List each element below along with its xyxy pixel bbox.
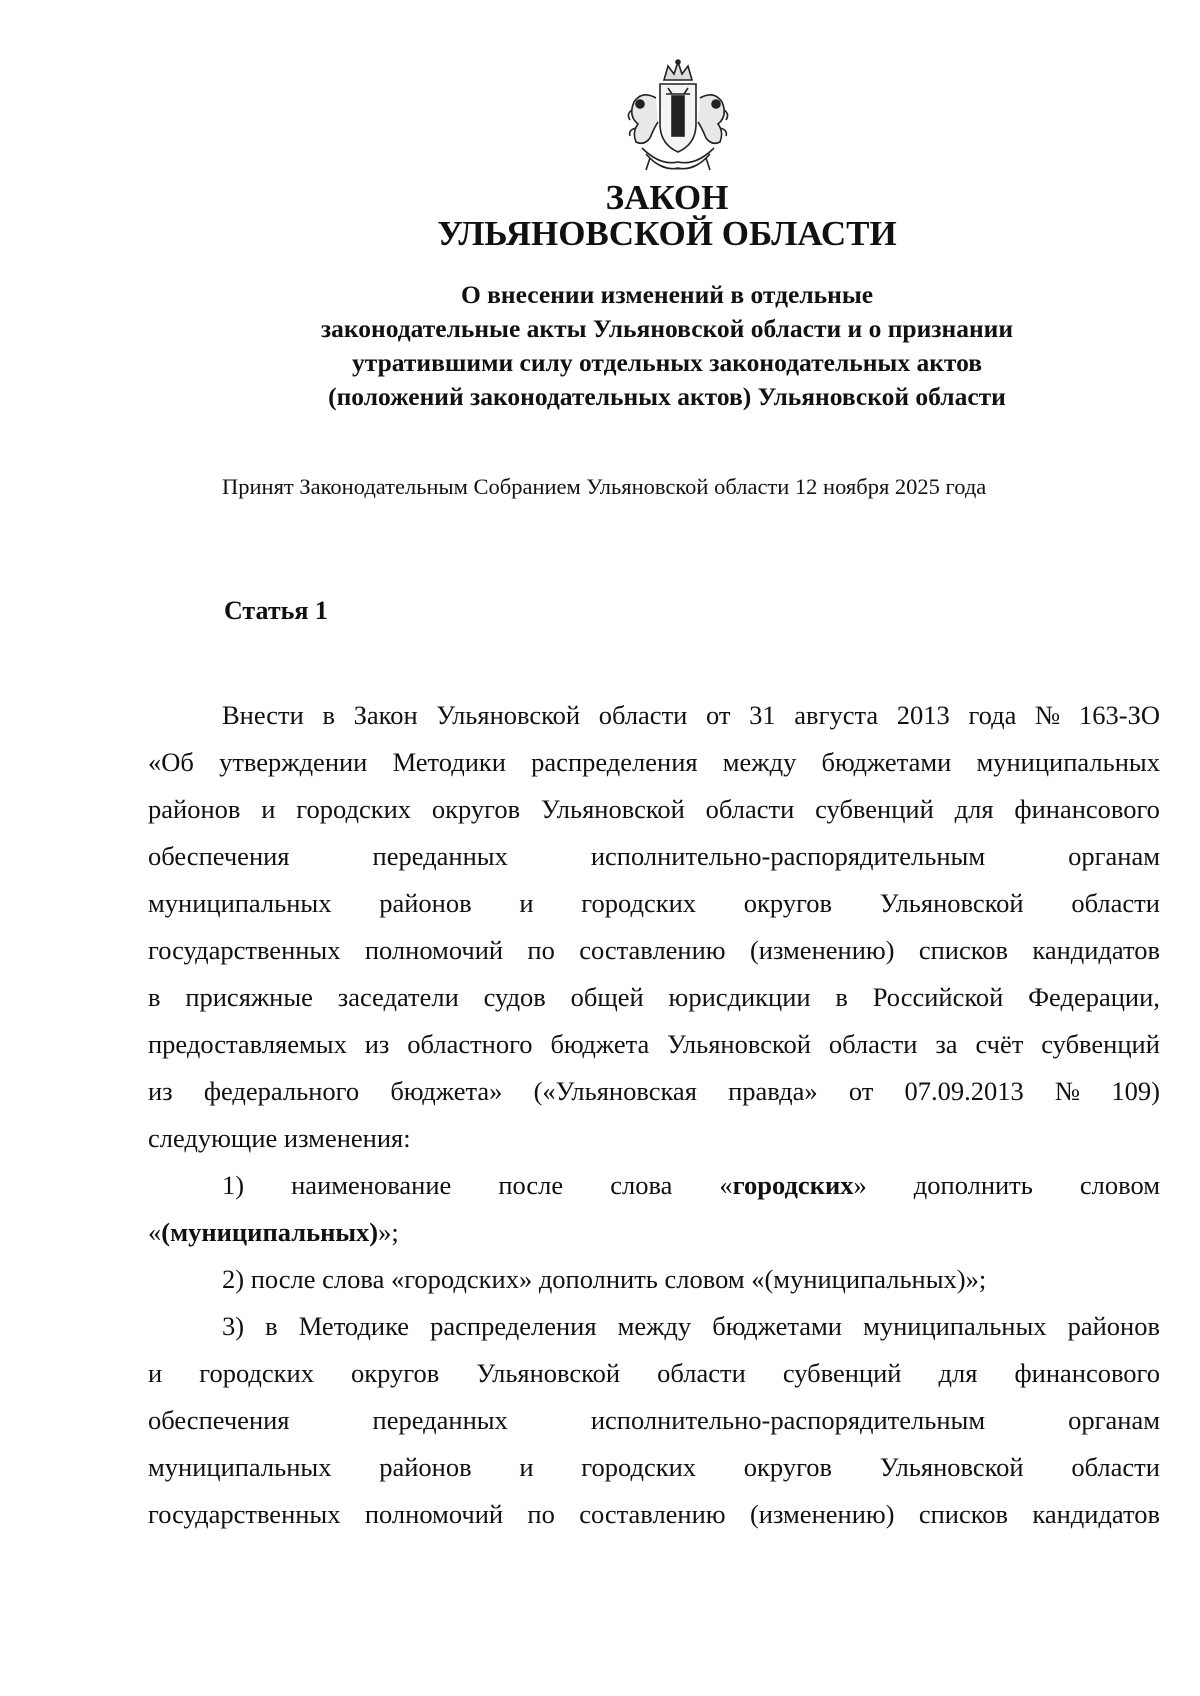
word: районов <box>1067 1311 1160 1341</box>
word: 07.09.2013 <box>904 1076 1024 1106</box>
word: субвенций <box>815 794 934 824</box>
word: из <box>364 1029 390 1059</box>
word: городских <box>581 1452 697 1482</box>
word: области <box>1071 1452 1160 1482</box>
subject-line: О внесении изменений в отдельные <box>460 280 874 309</box>
word: в <box>148 982 161 1012</box>
word: от <box>848 1076 874 1106</box>
subject-line: утратившими силу отдельных законодательных актов <box>352 348 982 377</box>
word: округов <box>743 1452 833 1482</box>
word: переданных <box>372 1405 508 1435</box>
word: составлению <box>579 1499 726 1529</box>
law-type-title: ЗАКОН <box>605 178 729 217</box>
paragraph-line <box>148 839 1160 873</box>
word: (изменению) <box>749 935 895 965</box>
word: заседатели <box>337 982 459 1012</box>
word: муниципальных <box>976 747 1160 777</box>
word: кандидатов <box>1032 1499 1160 1529</box>
subject-line: (положений законодательных актов) Ульяновской области <box>328 382 1006 411</box>
paragraph-line: следующие изменения: <box>148 1123 411 1153</box>
word: области <box>1071 888 1160 918</box>
list-item-2: 2) после слова «городских» дополнить словом «(муниципальных)»; <box>222 1264 987 1294</box>
paragraph-line <box>148 933 1160 967</box>
word: «Об <box>148 747 194 777</box>
word: по <box>527 935 555 965</box>
word: исполнительно-распорядительным <box>590 841 986 871</box>
word: муниципальных <box>863 1311 1047 1341</box>
word: утверждении <box>219 747 368 777</box>
word: по <box>527 1499 555 1529</box>
word: № <box>1035 700 1061 730</box>
paragraph-line <box>148 980 1160 1014</box>
word: юрисдикции <box>668 982 811 1012</box>
word: субвенций <box>1041 1029 1160 1059</box>
word: полномочий <box>364 1499 504 1529</box>
word: обеспечения <box>148 841 290 871</box>
list-item-1: 1) наименование после слова «городских» дополнить словом <box>222 1170 1160 1200</box>
word: 31 <box>749 700 776 730</box>
word: Ульяновской <box>879 888 1024 918</box>
word: федерального <box>203 1076 360 1106</box>
word: городских <box>199 1358 314 1388</box>
word: распределения <box>531 747 698 777</box>
word: муниципальных <box>148 888 332 918</box>
paragraph-line <box>148 1074 1160 1108</box>
word: счёт <box>975 1029 1024 1059</box>
word: обеспечения <box>148 1405 290 1435</box>
word: и <box>519 888 534 918</box>
subject-line: законодательные акты Ульяновской области и о признании <box>320 314 1014 343</box>
word: органам <box>1068 1405 1160 1435</box>
paragraph-line <box>148 886 1160 920</box>
word: 109) <box>1111 1076 1160 1106</box>
word: Российской <box>872 982 1004 1012</box>
word: Внести <box>222 700 304 730</box>
word: между <box>722 747 797 777</box>
word: области <box>598 700 688 730</box>
word: муниципальных <box>148 1452 332 1482</box>
word: списков <box>918 1499 1009 1529</box>
region-title: УЛЬЯНОВСКОЙ ОБЛАСТИ <box>437 214 897 253</box>
word: Ульяновской <box>879 1452 1024 1482</box>
word: и <box>148 1358 163 1388</box>
word: в <box>322 700 335 730</box>
word: Ульяновской <box>541 794 685 824</box>
word: области <box>828 1029 918 1059</box>
word: исполнительно-распорядительным <box>590 1405 986 1435</box>
word: для <box>954 794 994 824</box>
word: Ульяновской <box>436 700 581 730</box>
word: районов <box>379 888 472 918</box>
list-item-3-line <box>148 1403 1160 1437</box>
word: Ульяновской <box>667 1029 811 1059</box>
word: переданных <box>372 841 508 871</box>
word: районов <box>148 794 241 824</box>
word: бюджетами <box>821 747 952 777</box>
word: областного <box>407 1029 533 1059</box>
word: бюджетами <box>712 1311 842 1341</box>
paragraph-line <box>148 792 1160 826</box>
coat-of-arms-emblem <box>620 58 736 176</box>
word: списков <box>918 935 1009 965</box>
list-item-3-line <box>148 1309 1160 1343</box>
word: Методике <box>298 1311 410 1341</box>
word: между <box>617 1311 692 1341</box>
word: предоставляемых <box>148 1029 347 1059</box>
word: субвенций <box>782 1358 902 1388</box>
word: общей <box>570 982 644 1012</box>
word: органам <box>1068 841 1160 871</box>
article-heading: Статья 1 <box>224 596 328 625</box>
word: для <box>938 1358 978 1388</box>
word: № <box>1054 1076 1081 1106</box>
word: финансового <box>1014 794 1160 824</box>
word: бюджета <box>550 1029 650 1059</box>
word: распределения <box>430 1311 597 1341</box>
word: («Ульяновская <box>533 1076 697 1106</box>
word: государственных <box>148 935 341 965</box>
word: в <box>265 1311 278 1341</box>
paragraph-line <box>148 1027 1160 1061</box>
word: 3) <box>222 1311 245 1341</box>
word: округов <box>431 794 521 824</box>
word: составлению <box>579 935 726 965</box>
word: от <box>706 700 731 730</box>
word: Закон <box>353 700 418 730</box>
word: полномочий <box>364 935 504 965</box>
word: кандидатов <box>1032 935 1160 965</box>
word: присяжные <box>185 982 313 1012</box>
word: августа <box>794 700 879 730</box>
word: за <box>935 1029 958 1059</box>
word: государственных <box>148 1499 341 1529</box>
word: городских <box>581 888 697 918</box>
word: округов <box>743 888 833 918</box>
word: судов <box>483 982 546 1012</box>
list-item-3-line <box>148 1450 1160 1484</box>
paragraph-line <box>148 698 1160 732</box>
word: Ульяновской <box>476 1358 621 1388</box>
word: округов <box>351 1358 440 1388</box>
word: области <box>705 794 795 824</box>
word: и <box>261 794 276 824</box>
word: года <box>968 700 1017 730</box>
quoted-word: «городских» <box>719 1170 867 1200</box>
list-item-3-line <box>148 1497 1160 1531</box>
word: правда» <box>728 1076 818 1106</box>
word: (изменению) <box>749 1499 895 1529</box>
word: в <box>835 982 848 1012</box>
word: районов <box>379 1452 472 1482</box>
list-item-3-line <box>148 1356 1160 1390</box>
word: городских <box>296 794 412 824</box>
word: и <box>519 1452 534 1482</box>
word: из <box>148 1076 173 1106</box>
word: 2013 <box>896 700 950 730</box>
word: бюджета» <box>390 1076 503 1106</box>
word: Федерации, <box>1028 982 1160 1012</box>
law-subject <box>0 278 1200 414</box>
adoption-statement: Принят Законодательным Собранием Ульяновской области 12 ноября 2025 года <box>222 474 987 499</box>
list-item-1-continuation: «(муниципальных)»; <box>148 1217 399 1247</box>
word: финансового <box>1014 1358 1160 1388</box>
word: области <box>657 1358 746 1388</box>
word: 163-ЗО <box>1079 700 1160 730</box>
word: Методики <box>392 747 506 777</box>
paragraph-line <box>148 745 1160 779</box>
